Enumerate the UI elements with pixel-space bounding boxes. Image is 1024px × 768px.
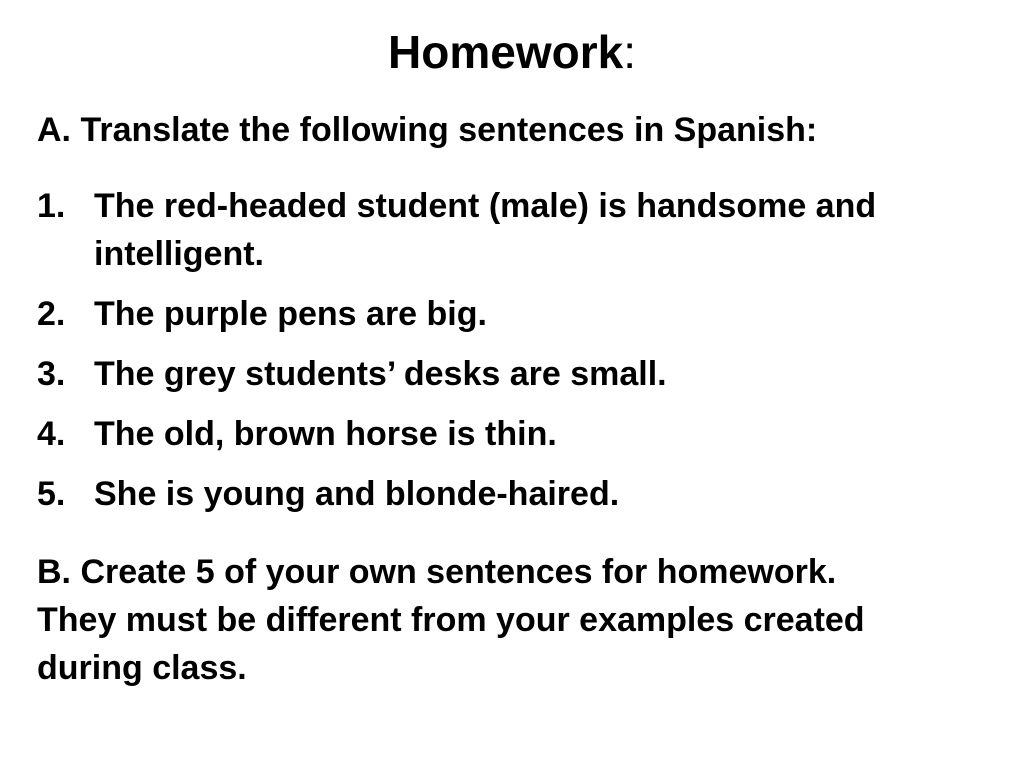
list-item-number: 3. <box>37 355 66 393</box>
sentence-list <box>37 182 1012 530</box>
list-item-text: The grey students’ desks are small. <box>94 355 667 393</box>
section-a-heading: A. Translate the following sentences in Spanish: <box>37 111 818 149</box>
list-item <box>37 470 1012 518</box>
list-item-text: She is young and blonde-haired. <box>94 475 620 513</box>
list-item-number: 5. <box>37 475 66 513</box>
section-b-line: B. Create 5 of your own sentences for homework. <box>37 553 837 591</box>
slide-title-text: Homework <box>388 26 624 78</box>
section-b-line: They must be different from your examples created <box>37 601 865 639</box>
list-item <box>37 290 1012 338</box>
list-item-number: 2. <box>37 295 66 333</box>
list-item-text: The red-headed student (male) is handsome and intelligent. <box>94 187 877 273</box>
list-item-number: 4. <box>37 415 66 453</box>
list-item <box>37 410 1012 458</box>
list-item-number: 1. <box>37 187 66 225</box>
section-b-line: during class. <box>37 649 247 687</box>
slide-title-colon: : <box>623 26 636 78</box>
list-item <box>37 350 1012 398</box>
list-item-text: The old, brown horse is thin. <box>94 415 557 453</box>
list-item-text: The purple pens are big. <box>94 295 487 333</box>
slide-title <box>0 22 1024 82</box>
list-item <box>37 182 1012 278</box>
section-b-paragraph <box>37 548 1017 692</box>
